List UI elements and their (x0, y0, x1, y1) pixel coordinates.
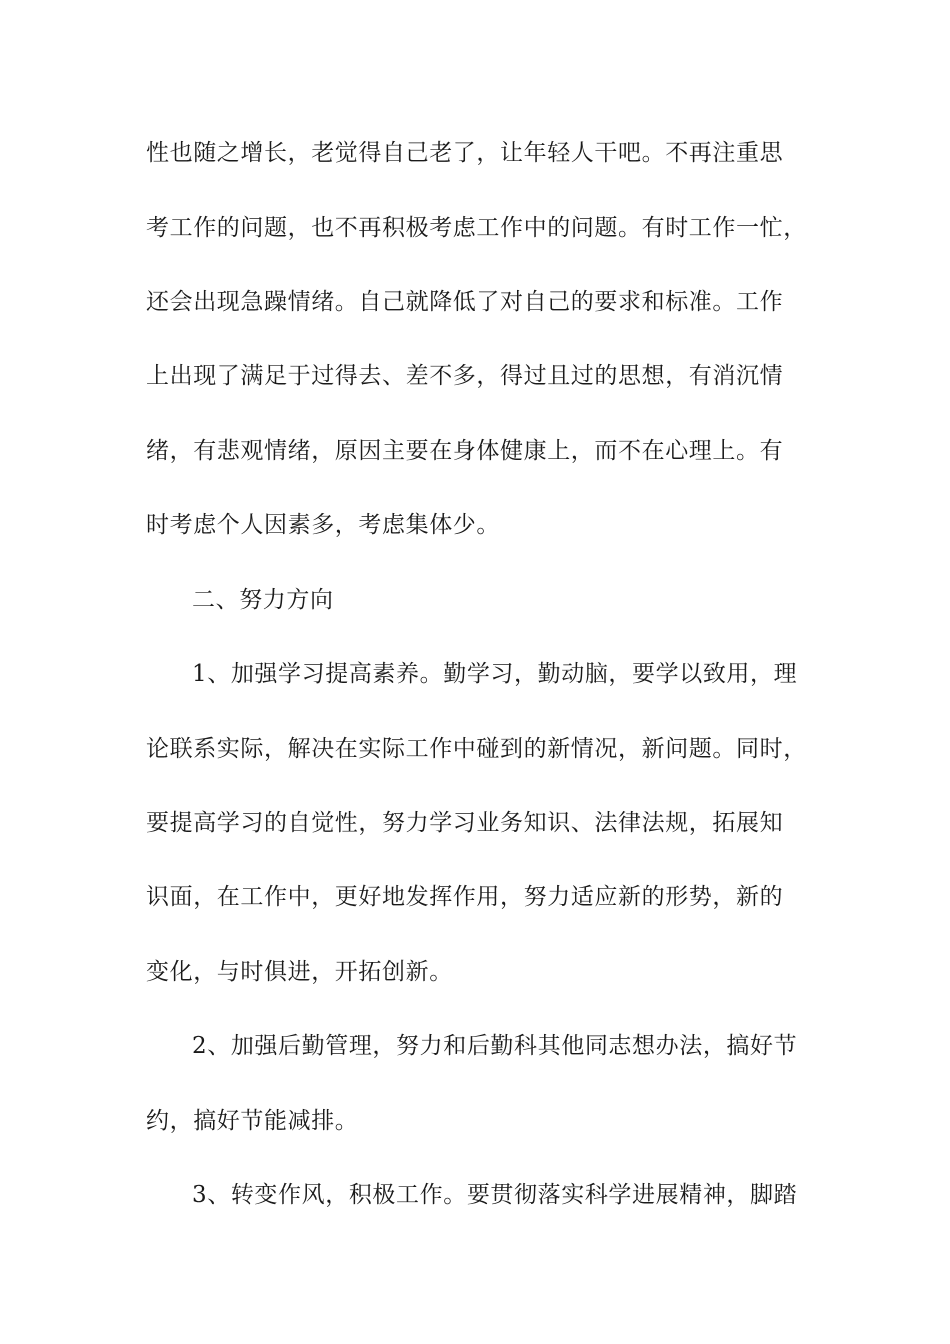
text-line: 1、加强学习提高素养。勤学习，勤动脑，要学以致用，理 (192, 661, 798, 687)
text-line: 要提高学习的自觉性，努力学习业务知识、法律法规，拓展知 (146, 810, 784, 836)
text-line: 时考虑个人因素多，考虑集体少。 (146, 512, 500, 538)
text-line: 上出现了满足于过得去、差不多，得过且过的思想，有消沉情 (146, 363, 784, 389)
text-line: 考工作的问题，也不再积极考虑工作中的问题。有时工作一忙， (146, 215, 807, 241)
text-line: 还会出现急躁情绪。自己就降低了对自己的要求和标准。工作 (146, 289, 784, 315)
text-line: 论联系实际，解决在实际工作中碰到的新情况，新问题。同时， (146, 736, 807, 762)
text-line: 绪，有悲观情绪，原因主要在身体健康上，而不在心理上。有 (146, 438, 784, 464)
text-line: 变化，与时俱进，开拓创新。 (146, 959, 453, 985)
text-line: 性也随之增长，老觉得自己老了，让年轻人干吧。不再注重思 (146, 140, 784, 166)
section-heading: 二、努力方向 (192, 587, 334, 613)
text-line: 约，搞好节能减排。 (146, 1108, 359, 1134)
text-line: 3、转变作风，积极工作。要贯彻落实科学进展精神，脚踏 (192, 1182, 798, 1208)
text-line: 2、加强后勤管理，努力和后勤科其他同志想办法，搞好节 (192, 1033, 798, 1059)
text-line: 识面，在工作中，更好地发挥作用，努力适应新的形势，新的 (146, 884, 784, 910)
